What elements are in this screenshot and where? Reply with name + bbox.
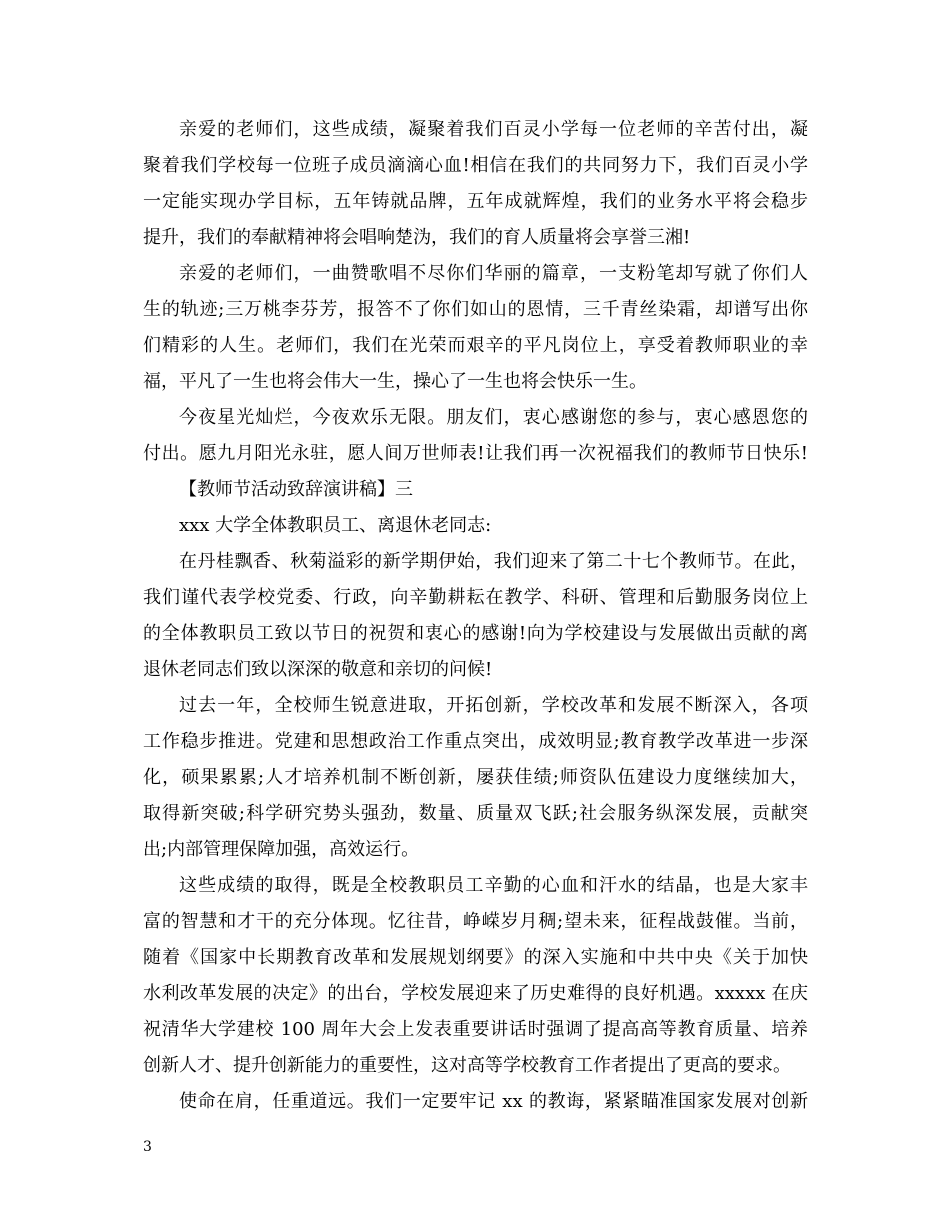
text-line: 聚着我们学校每一位班子成员滴滴心血!相信在我们的共同努力下，我们百灵小学 (143, 155, 808, 176)
text-line: 过去一年，全校师生锐意进取，开拓创新，学校改革和发展不断深入，各项 (179, 695, 808, 716)
text-line: 化，硕果累累;人才培养机制不断创新，屡获佳绩;师资队伍建设力度继续加大， (143, 767, 808, 788)
text-line: 提升，我们的奉献精神将会唱响楚沩，我们的育人质量将会享誉三湘! (143, 227, 691, 248)
text-line: 使命在肩，任重道远。我们一定要牢记 xx 的教诲，紧紧瞄准国家发展对创新 (179, 1091, 808, 1112)
text-line: 亲爱的老师们，一曲赞歌唱不尽你们华丽的篇章，一支粉笔却写就了你们人 (179, 263, 808, 284)
text-line: 亲爱的老师们，这些成绩，凝聚着我们百灵小学每一位老师的辛苦付出，凝 (179, 119, 808, 140)
text-line: 富的智慧和才干的充分体现。忆往昔，峥嵘岁月稠;望未来，征程战鼓催。当前， (143, 911, 808, 932)
text-line: 随着《国家中长期教育改革和发展规划纲要》的深入实施和中共中央《关于加快 (143, 947, 808, 968)
text-line: 创新人才、提升创新能力的重要性，这对高等学校教育工作者提出了更高的要求。 (143, 1055, 791, 1076)
text-line: 今夜星光灿烂，今夜欢乐无限。朋友们，衷心感谢您的参与，衷心感恩您的 (179, 407, 808, 428)
text-line: 我们谨代表学校党委、行政，向辛勤耕耘在教学、科研、管理和后勤服务岗位上 (143, 587, 808, 608)
text-line: 一定能实现办学目标，五年铸就品牌，五年成就辉煌，我们的业务水平将会稳步 (143, 191, 808, 212)
text-line: 付出。愿九月阳光永驻，愿人间万世师表!让我们再一次祝福我们的教师节日快乐! (143, 443, 808, 464)
text-line: 的全体教职员工致以节日的祝贺和衷心的感谢!向为学校建设与发展做出贡献的离 (143, 623, 808, 644)
text-line: 生的轨迹;三万桃李芬芳，报答不了你们如山的恩情，三千青丝染霜，却谱写出你 (143, 299, 808, 320)
text-line: 在丹桂飘香、秋菊溢彩的新学期伊始，我们迎来了第二十七个教师节。在此， (179, 551, 808, 572)
text-line: 们精彩的人生。老师们，我们在光荣而艰辛的平凡岗位上，享受着教师职业的幸 (143, 335, 808, 356)
text-line: 水利改革发展的决定》的出台，学校发展迎来了历史难得的良好机遇。xxxxx 在庆 (143, 983, 808, 1004)
page-number: 3 (143, 1139, 152, 1155)
text-line: 福，平凡了一生也将会伟大一生，操心了一生也将会快乐一生。 (143, 371, 647, 392)
salutation: xxx 大学全体教职员工、离退休老同志: (179, 515, 492, 536)
text-line: 取得新突破;科学研究势头强劲，数量、质量双飞跃;社会服务纵深发展，贡献突 (143, 803, 808, 824)
section-heading: 【教师节活动致辞演讲稿】三 (179, 479, 413, 500)
text-line: 这些成绩的取得，既是全校教职员工辛勤的心血和汗水的结晶，也是大家丰 (179, 875, 808, 896)
text-line: 退休老同志们致以深深的敬意和亲切的问候! (143, 659, 493, 680)
text-line: 工作稳步推进。党建和思想政治工作重点突出，成效明显;教育教学改革进一步深 (143, 731, 808, 752)
text-line: 祝清华大学建校 100 周年大会上发表重要讲话时强调了提高高等教育质量、培养 (143, 1019, 808, 1040)
text-line: 出;内部管理保障加强，高效运行。 (143, 839, 420, 860)
